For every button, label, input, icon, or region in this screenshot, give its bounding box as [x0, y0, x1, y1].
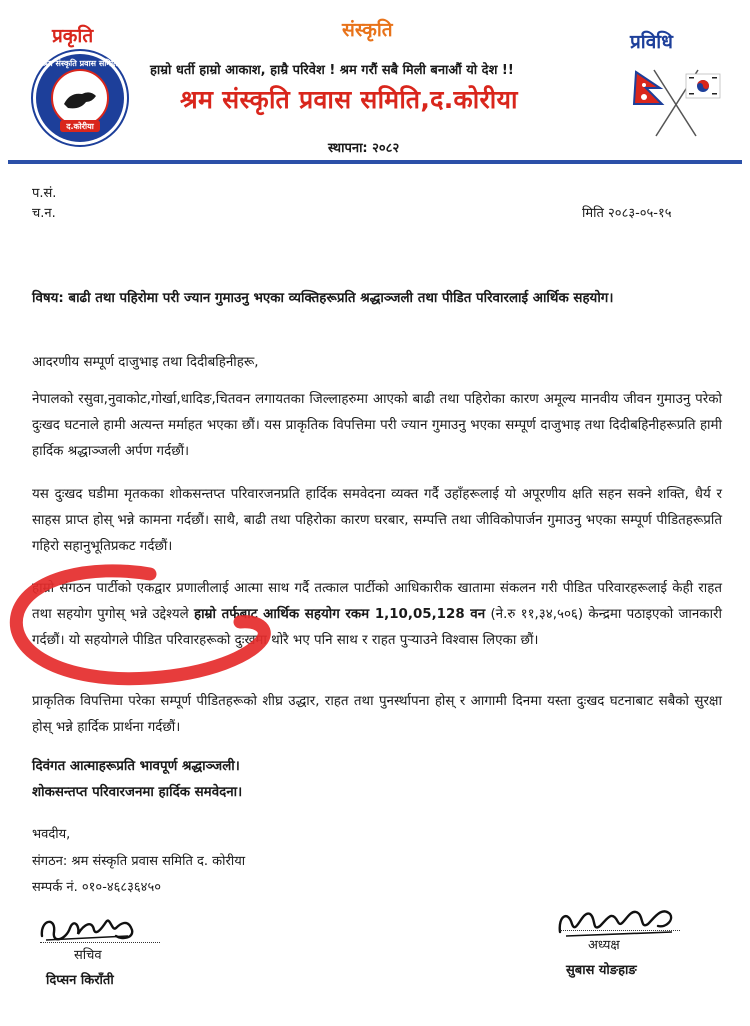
secretary-name: दिप्सन किराँती [46, 973, 114, 988]
red-circle-mark [0, 560, 320, 700]
letter-salutation: आदरणीय सम्पूर्ण दाजुभाइ तथा दिदीबहिनीहरू, [32, 355, 259, 370]
logo-bottom-text: द.कोरीया [66, 122, 94, 131]
president-signature-line [560, 930, 680, 931]
reference-number: प.सं. [32, 186, 57, 201]
paragraph-condolence: नेपालको रसुवा,नुवाकोट,गोर्खा,धादिङ,चितवन लगायतका जिल्लाहरुमा आएको बाढी तथा पहिरोका कारण अमूल्य मानवीय जीवन गुमाउनु परेको दुःखद घटनाले हामी अत्यन्त मर्माहत भएका छौं। यस प्राकृतिक विपत्तिमा परी ज्यान गुमाउनु भएका सम्पूर्ण दाजुभाइ तथा दिदीबहिनीहरूप्रति हामी हार्दिक श्रद्धाञ्जली अर्पण गर्दछौं। [32, 392, 722, 459]
closing-condolence: शोकसन्तप्त परिवारजनमा हार्दिक समवेदना। [32, 785, 243, 800]
organization-logo [30, 48, 130, 148]
closing-tribute: दिवंगत आत्माहरूप्रति भावपूर्ण श्रद्धाञ्जली। [32, 759, 240, 774]
president-title: अध्यक्ष [588, 938, 620, 953]
donation-text-end: (ने.रु ११,३४,५०६) केन्द्रमा पठाइएको जानकारी गर्दछौं। यो सहयोगले पीडित परिवारहरूको दुःखमा थोरै भए पनि साथ र राहत पुर्‍याउने विश्वास लिएका छौं। [32, 607, 722, 648]
organization-line: संगठन: श्रम संस्कृति प्रवास समिति द. कोरीया [32, 854, 246, 869]
logo-ring-text: श्रम संस्कृति प्रवास समिति [42, 59, 118, 68]
organization-name: श्रम संस्कृति प्रवास समिति,द.कोरीया [180, 85, 518, 114]
secretary-signature-line [40, 942, 160, 943]
letter-date: मिति २०८३-०५-१५ [582, 206, 672, 221]
secretary-title: सचिव [74, 948, 102, 963]
letter-subject: विषय: बाढी तथा पहिरोमा परी ज्यान गुमाउनु भएका व्यक्तिहरूप्रति श्रद्धाञ्जली तथा पीडित परिवारलाई आर्थिक सहयोग। [32, 291, 614, 306]
header-tag-left: प्रकृति [52, 25, 94, 47]
header-divider [8, 160, 742, 164]
dispatch-number: च.न. [32, 206, 56, 221]
slogan: हाम्रो धर्ती हाम्रो आकाश, हाम्रै परिवेश ! श्रम गरौं सबै मिली बनाऔं यो देश !! [150, 63, 514, 78]
established-date: स्थापना: २०८२ [328, 141, 400, 156]
donation-text-start: हाम्रो संगठन पार्टीको एकद्वार प्रणालीलाई आत्मा साथ गर्दै तत्काल पार्टीको आधिकारीक खातामा संकलन गरी पीडित परिवारहरूलाई केही राहत तथा सहयोग पुगोस् भन्ने उद्देश्यले [32, 581, 722, 622]
header-tag-center: संस्कृति [342, 19, 393, 41]
contact-number: सम्पर्क नं. ०१०-४६८३६४५० [32, 880, 161, 895]
paragraph-prayer: प्राकृतिक विपत्तिमा परेका सम्पूर्ण पीडितहरूको शीघ्र उद्धार, राहत तथा पुनर्स्थापना होस् र आगामी दिनमा यस्ता दुःखद घटनाबाट सबैको सुरक्षा होस् भन्ने हार्दिक प्रार्थना गर्दछौं। [32, 694, 722, 735]
president-name: सुबास योङहाङ [566, 963, 637, 978]
valediction: भवदीय, [32, 827, 71, 842]
crossed-flags-icon [626, 62, 726, 138]
header-tag-right: प्रविधि [630, 31, 673, 53]
donation-amount: हाम्रो तर्फबाट आर्थिक सहयोग रकम 1,10,05,128 वन [193, 607, 486, 622]
paragraph-sympathy: यस दुःखद घडीमा मृतकका शोकसन्तप्त परिवारजनप्रति हार्दिक समवेदना व्यक्त गर्दै उहाँहरूलाई यो अपूरणीय क्षति सहन सक्ने शक्ति, धैर्य र साहस प्राप्त होस् भन्ने कामना गर्दछौं। साथै, बाढी तथा पहिरोका कारण घरबार, सम्पत्ति तथा जीविकोपार्जन गुमाउनु भएका सम्पूर्ण पीडितहरूप्रति गहिरो सहानुभूतिप्रकट गर्दछौं। [32, 487, 722, 554]
